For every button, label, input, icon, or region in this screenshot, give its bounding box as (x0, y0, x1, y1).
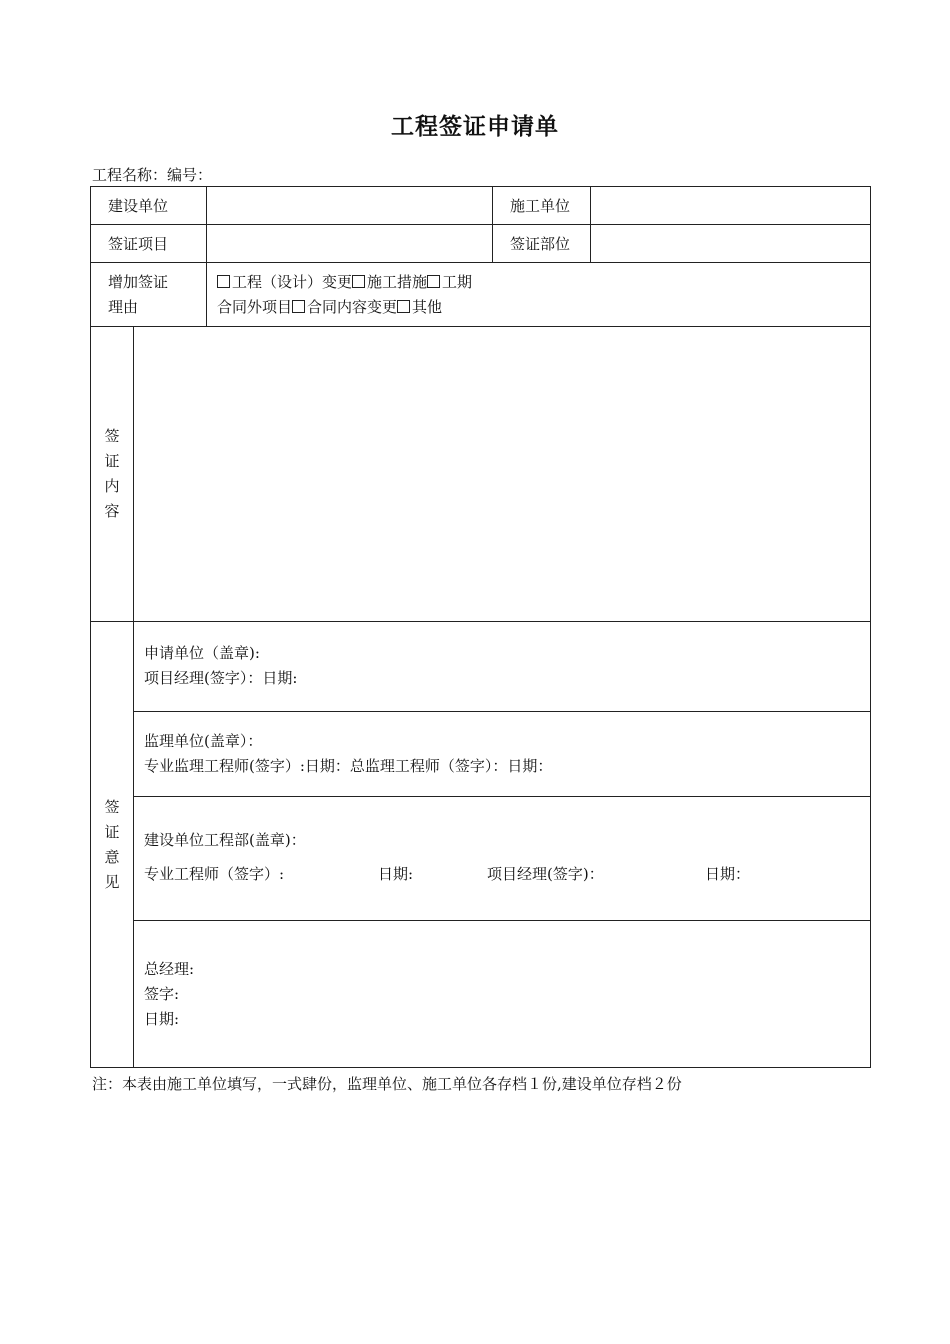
owner-manager-date: 日期： (705, 865, 751, 883)
visa-item-label: 签证项目 (91, 225, 207, 263)
construction-unit-field[interactable] (207, 187, 493, 225)
supervisor-unit-line: 监理单位(盖章）： (144, 732, 263, 750)
row-units (91, 187, 871, 225)
owner-signature-line (144, 862, 870, 887)
visa-location-label: 签证部位 (493, 225, 591, 263)
owner-engineer-date: 日期: (378, 865, 414, 883)
general-manager-line: 总经理: (144, 960, 195, 978)
reason-label-line1: 增加签证 (108, 272, 169, 291)
checkbox-icon[interactable] (217, 275, 230, 288)
applicant-unit-line: 申请单位（盖章): (144, 644, 260, 662)
checkbox-icon[interactable] (427, 275, 440, 288)
project-name-and-number: 工程名称：编号： (92, 166, 213, 184)
visa-location-field[interactable] (591, 225, 871, 263)
checkbox-icon[interactable] (397, 300, 410, 313)
content-field[interactable] (134, 327, 871, 622)
checkbox-icon[interactable] (352, 275, 365, 288)
opinion-label: 签 证 意 见 (91, 622, 134, 1068)
reason-option-design-change[interactable]: 工程（设计）变更 (217, 273, 352, 291)
reason-option-construction-measures[interactable]: 施工措施 (352, 273, 427, 291)
general-manager-opinion[interactable] (134, 921, 871, 1068)
row-reason (91, 263, 871, 327)
reason-label-line2: 理由 (108, 297, 139, 316)
checkbox-icon[interactable] (292, 300, 305, 313)
owner-opinion[interactable] (134, 797, 871, 921)
row-owner (91, 797, 871, 921)
applicant-opinion[interactable] (134, 622, 871, 712)
contractor-unit-label: 施工单位 (493, 187, 591, 225)
visa-request-form (90, 186, 871, 1068)
content-label: 签 证 内 容 (91, 327, 134, 622)
row-content (91, 327, 871, 622)
applicant-manager-line: 项目经理(签字）：日期: (144, 669, 298, 687)
reason-option-contract-change[interactable]: 合同内容变更 (292, 298, 397, 316)
reason-option-schedule[interactable]: 工期 (427, 273, 472, 291)
row-general-manager (91, 921, 871, 1068)
footnote: 注：本表由施工单位填写，一式肆份，监理单位、施工单位各存档１份,建设单位存档２份 (92, 1075, 682, 1093)
general-manager-signature-line: 签字: (144, 985, 180, 1003)
reason-options (207, 263, 871, 327)
owner-department-line: 建设单位工程部(盖章)： (144, 831, 306, 849)
reason-option-other[interactable]: 其他 (397, 298, 442, 316)
row-supervisor (91, 712, 871, 797)
form-title: 工程签证申请单 (391, 113, 559, 140)
reason-label (91, 263, 207, 327)
supervisor-engineer-line: 专业监理工程师(签字）:日期：总监理工程师（签字）：日期： (144, 757, 553, 775)
contractor-unit-field[interactable] (591, 187, 871, 225)
owner-engineer-signature: 专业工程师（签字）: (144, 865, 285, 883)
visa-item-field[interactable] (207, 225, 493, 263)
general-manager-date-line: 日期: (144, 1010, 180, 1028)
owner-manager-signature: 项目经理(签字)： (487, 865, 604, 883)
row-applicant (91, 622, 871, 712)
row-visa-item (91, 225, 871, 263)
construction-unit-label: 建设单位 (91, 187, 207, 225)
reason-option-extra-contract-item[interactable]: 合同外项目 (217, 297, 293, 316)
supervisor-opinion[interactable] (134, 712, 871, 797)
